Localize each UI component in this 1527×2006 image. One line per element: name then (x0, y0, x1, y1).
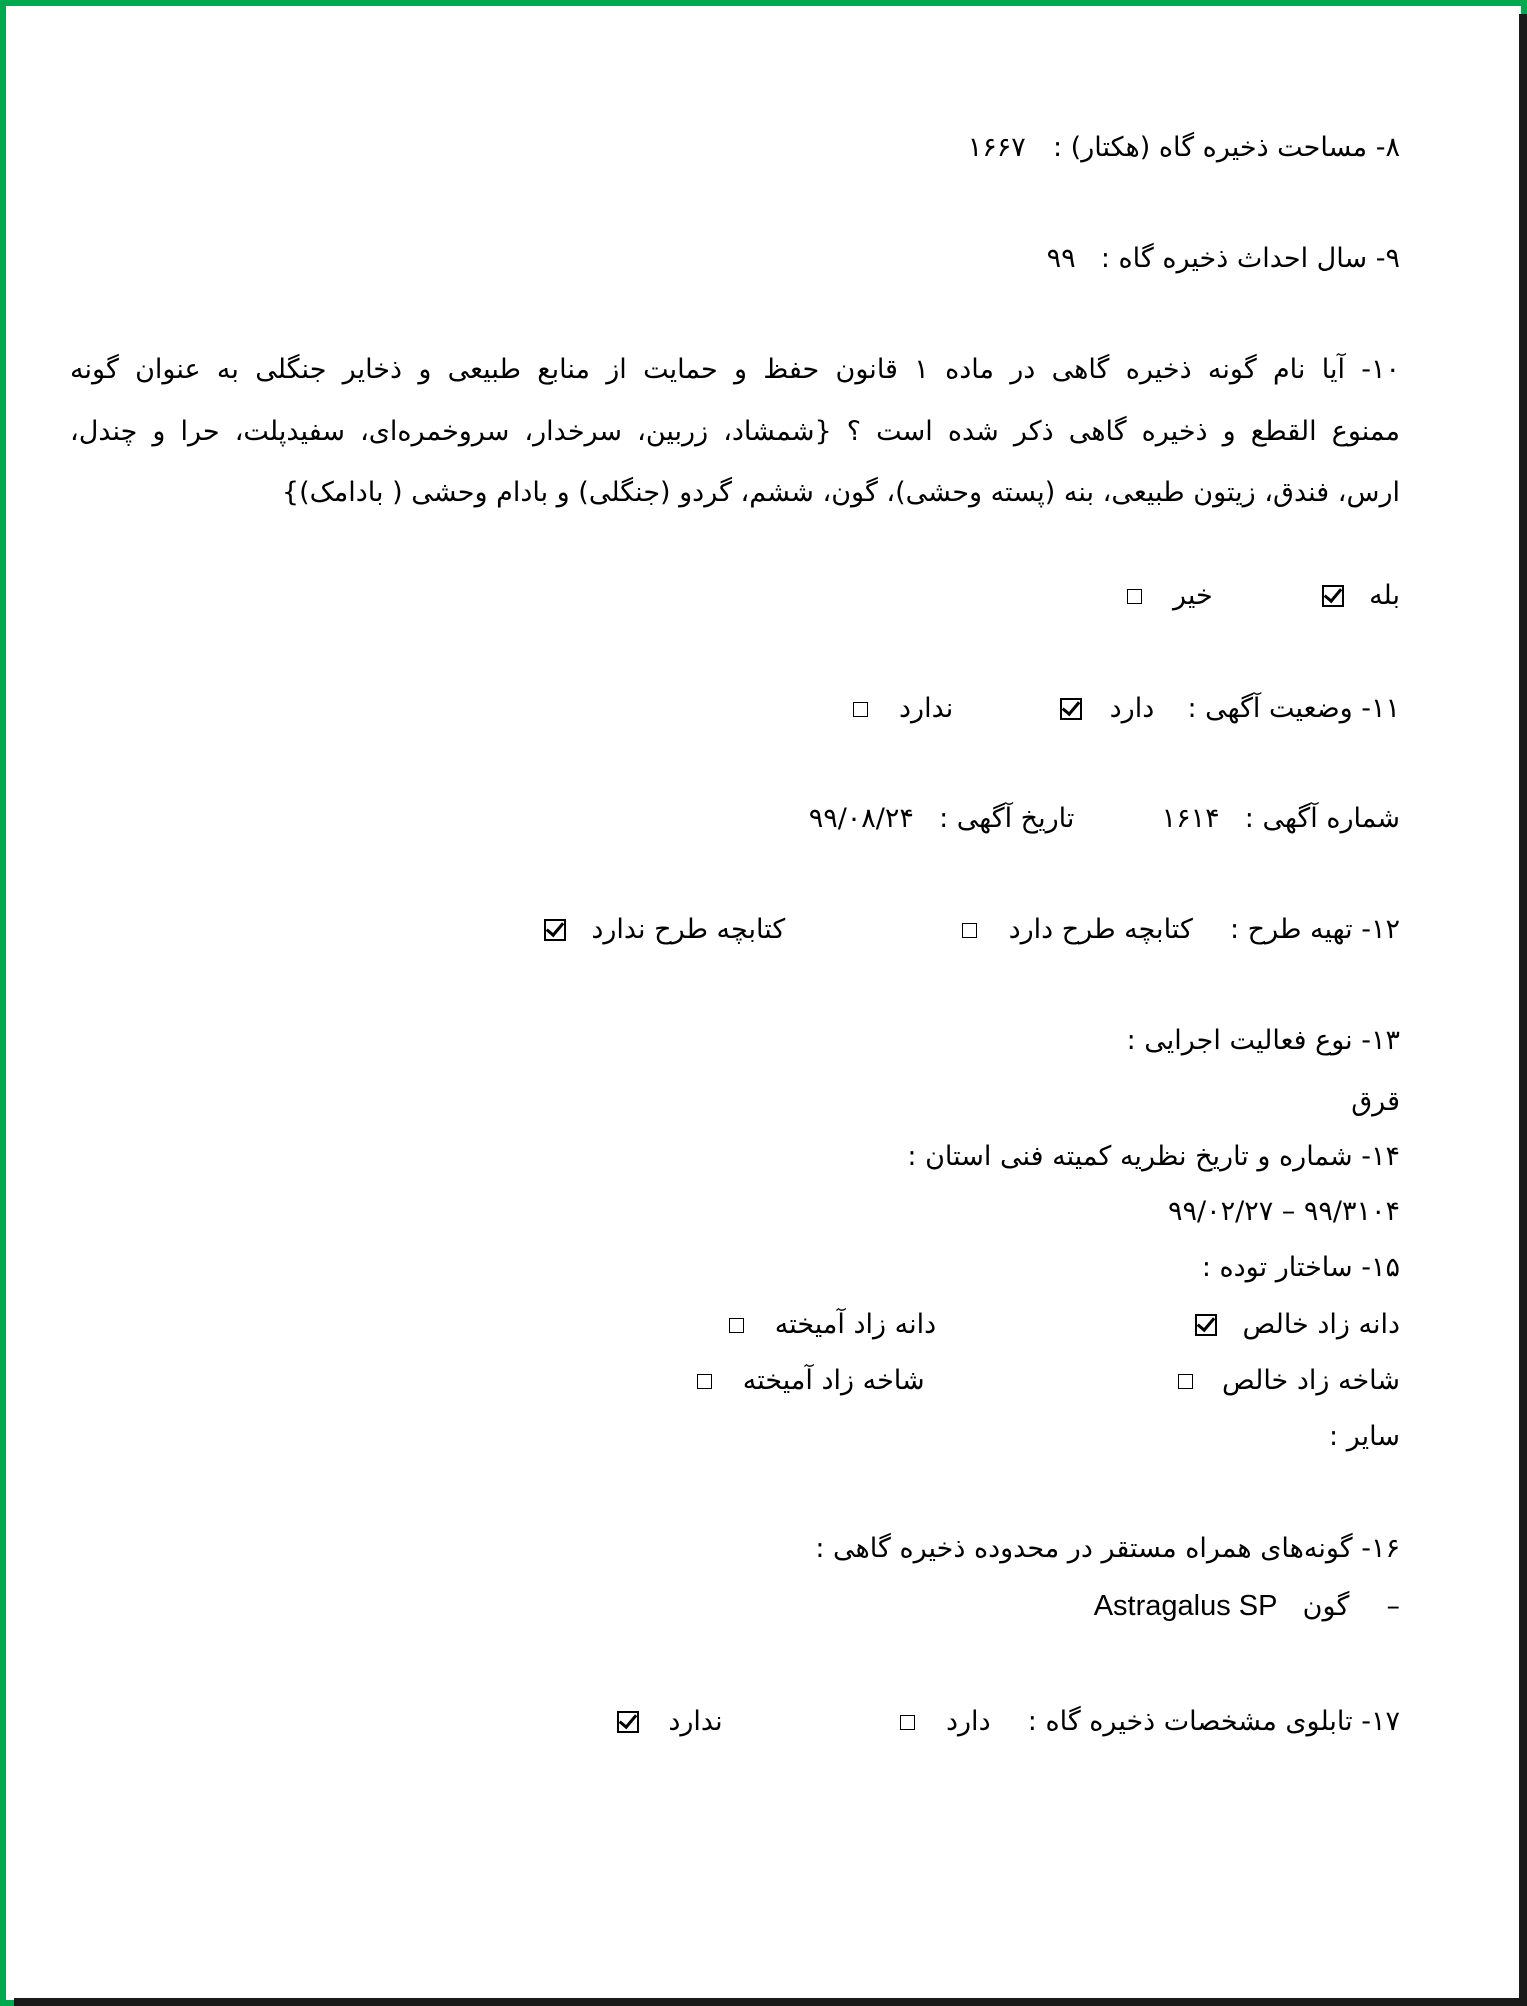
item-16-label: ۱۶- گونه‌های همراه مستقر در محدوده ذخیره گاهی : (815, 1533, 1400, 1564)
item-15-row-seed (729, 1309, 1400, 1341)
item-13-label: ۱۳- نوع فعالیت اجرایی : (1126, 1025, 1400, 1056)
item-14-label: ۱۴- شماره و تاریخ نظریه کمیته فنی استان : (907, 1141, 1400, 1172)
coppice-pure-label: شاخه زاد خالص (1222, 1365, 1400, 1396)
notice-number-value: ۱۶۱۴ (1161, 803, 1220, 834)
item-15-row-coppice (697, 1365, 1400, 1397)
notice-date-label: تاریخ آگهی : (939, 803, 1075, 834)
item-17-signboard (617, 1706, 1400, 1738)
document-body (70, 0, 1400, 2006)
item-9-establish-year (1047, 243, 1400, 275)
item-17-has-label: دارد (946, 1706, 991, 1737)
item-11-has-label: دارد (1109, 693, 1155, 724)
item-10-line-3: ارس، فندق، زیتون طبیعی، بنه (پسته وحشی)، گون، ششم، گردو (جنگلی) و بادام وحشی ( بادامک)} (281, 477, 1400, 508)
notice-date-value: ۹۹/۰۸/۲۴ (808, 803, 914, 834)
item-9-label: ۹- سال احداث ذخیره گاه : (1100, 243, 1400, 274)
seed-pure-checkbox[interactable] (1195, 1314, 1217, 1336)
coppice-mixed-label: شاخه زاد آمیخته (742, 1365, 925, 1396)
item-17-label: ۱۷- تابلوی مشخصات ذخیره گاه : (1027, 1706, 1400, 1737)
species-bullet: – (1386, 1591, 1400, 1622)
item-9-value: ۹۹ (1046, 243, 1076, 274)
item-8-value: ۱۶۶۷ (967, 132, 1026, 163)
species-name-latin: Astragalus SP (1093, 1590, 1278, 1622)
page-shadow-right (1519, 14, 1527, 2006)
item-12-label: ۱۲- تهیه طرح : (1229, 914, 1400, 945)
item-10-options (1127, 580, 1400, 612)
item-12-not-label: کتابچه طرح ندارد (591, 914, 786, 945)
item-12-not-checkbox[interactable] (544, 919, 566, 941)
item-11-has-checkbox[interactable] (1060, 698, 1082, 720)
item-8-label: ۸- مساحت ذخیره گاه (هکتار) : (1052, 132, 1400, 163)
item-10-line-1: ۱۰- آیا نام گونه ذخیره گاهی در ماده ۱ قانون حفظ و حمایت از منابع طبیعی و ذخایر جنگلی به عنوان گونه (70, 354, 1401, 385)
notice-number-label: شماره آگهی : (1244, 803, 1400, 834)
coppice-pure-checkbox[interactable] (1178, 1374, 1193, 1389)
item-12-has-checkbox[interactable] (962, 923, 977, 938)
item-10-yes-checkbox[interactable] (1322, 585, 1344, 607)
item-11-label: ۱۱- وضعیت آگهی : (1187, 693, 1400, 724)
item-10-no-label: خیر (1172, 580, 1213, 611)
item-14-value: ۹۹/۳۱۰۴ – ۹۹/۰۲/۲۷ (1168, 1196, 1400, 1227)
seed-pure-label: دانه زاد خالص (1242, 1309, 1400, 1340)
item-15-other-label: سایر : (1329, 1421, 1400, 1452)
species-name-fa: گون (1302, 1591, 1350, 1622)
item-11-not-label: ندارد (899, 693, 954, 724)
coppice-mixed-checkbox[interactable] (697, 1374, 712, 1389)
item-12-has-label: کتابچه طرح دارد (1008, 914, 1193, 945)
item-11-notice-status (853, 693, 1400, 725)
item-10-yes-label: بله (1369, 580, 1400, 611)
item-17-not-checkbox[interactable] (617, 1711, 639, 1733)
item-17-not-label: ندارد (668, 1706, 723, 1737)
item-8-area (968, 132, 1400, 164)
item-17-has-checkbox[interactable] (900, 1715, 915, 1730)
seed-mixed-checkbox[interactable] (729, 1318, 744, 1333)
notice-info (809, 803, 1400, 835)
item-11-not-checkbox[interactable] (853, 702, 868, 717)
item-16-species (1094, 1589, 1400, 1624)
item-12-plan (544, 914, 1400, 946)
item-10-line-2: ممنوع القطع و ذخیره گاهی ذکر شده است ؟ {شمشاد، زربین، سرخدار، سروخمره‌ای، سفیدپلت، حرا و چندل، (70, 416, 1400, 447)
item-10-no-checkbox[interactable] (1127, 589, 1142, 604)
seed-mixed-label: دانه زاد آمیخته (774, 1309, 937, 1340)
item-15-label: ۱۵- ساختار توده : (1201, 1252, 1400, 1283)
item-13-value: قرق (1351, 1086, 1400, 1117)
